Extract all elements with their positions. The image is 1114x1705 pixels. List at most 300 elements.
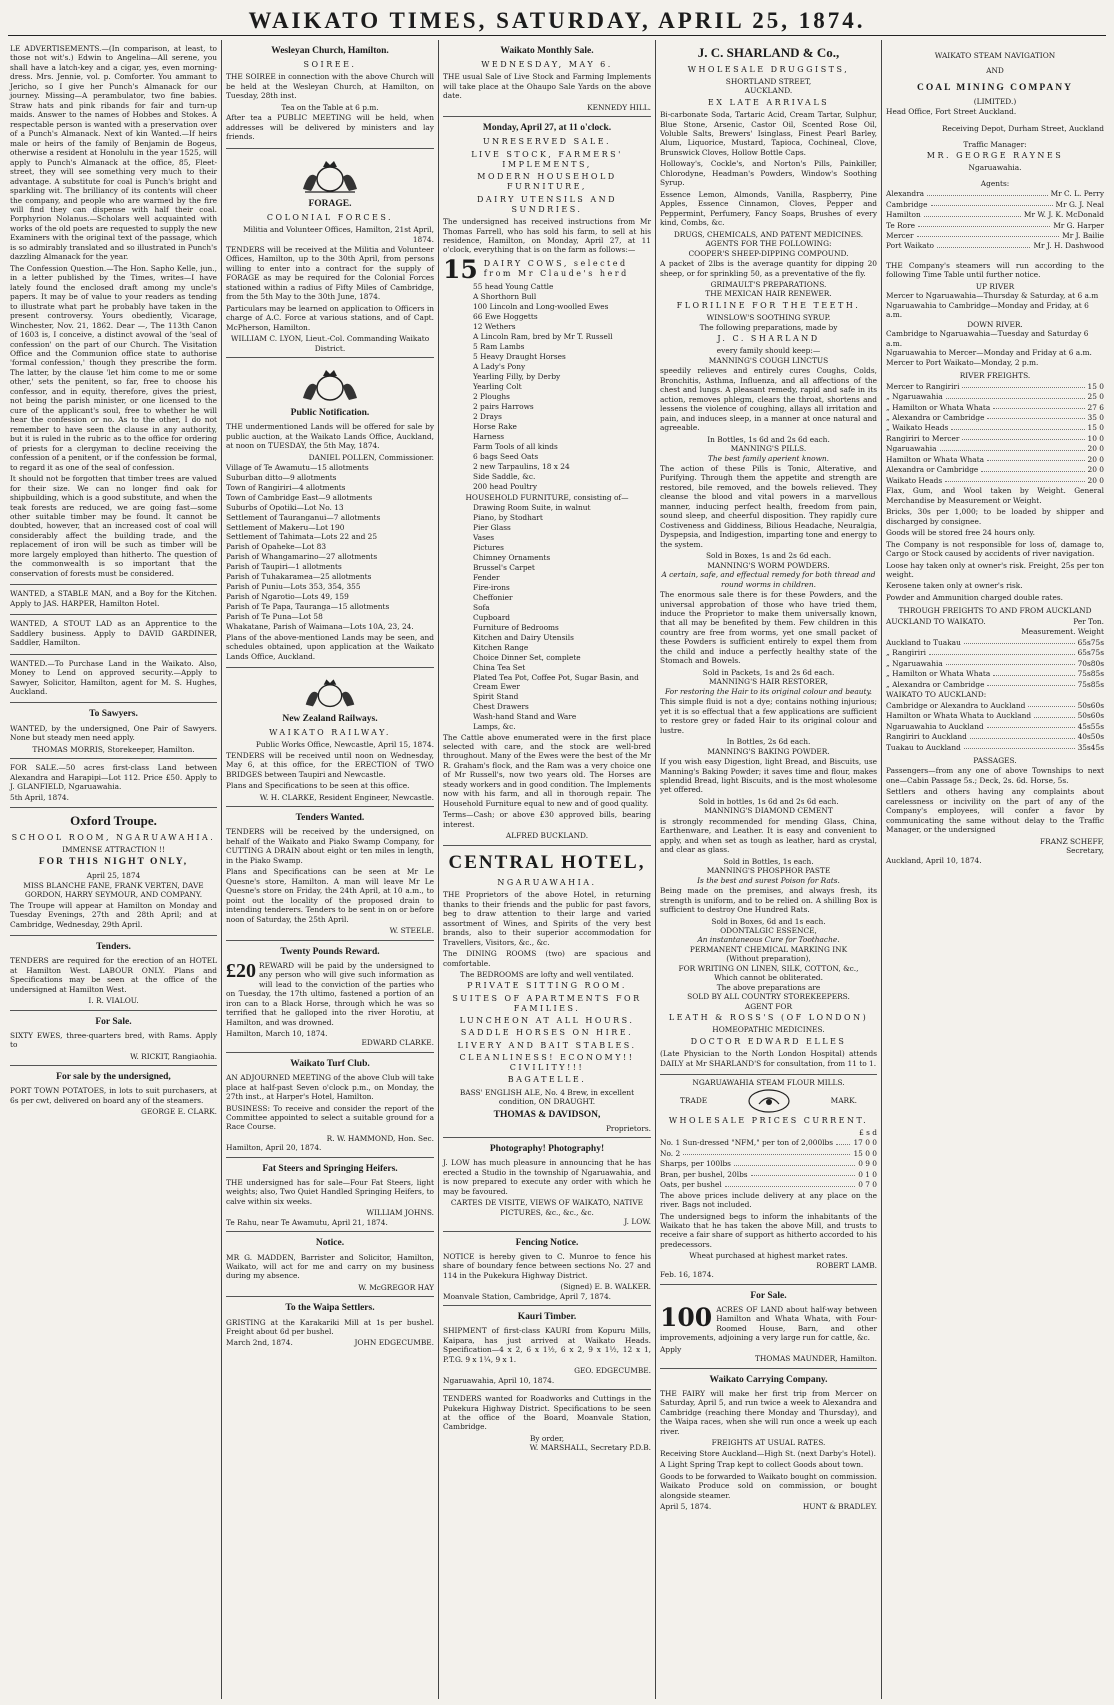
through-row-m: 70s xyxy=(1077,658,1091,668)
ad-subheading: LIVE STOCK, FARMERS' IMPLEMENTS, xyxy=(471,149,623,169)
land-item: Town of Cambridge East—9 allotments xyxy=(226,492,373,502)
freight-row-route: Waikato Heads xyxy=(886,475,943,485)
ad-text: MR G. MADDEN, Barrister and Solicitor, Hamilton, Waikato, will act for me and carry on my business during my absence. xyxy=(226,1252,434,1281)
furniture-item: Fire-irons xyxy=(473,583,510,592)
royal-crest-icon xyxy=(295,364,365,404)
ad-signature: THOMAS MORRIS, Storekeeper, Hamilton. xyxy=(32,744,195,754)
land-item: Parish of Taupiri—1 allotments xyxy=(226,562,342,572)
freight-row-rate: 25 0 xyxy=(1087,392,1104,402)
product-price: Sold in bottles, 1s 6d and 2s 6d each. xyxy=(698,796,839,806)
product-price: Sold in Bottles, 1s each. xyxy=(723,856,814,866)
through-row xyxy=(886,732,1104,741)
reward-amount: £20 xyxy=(226,959,256,982)
ad-signature: WILLIAM JOHNS. xyxy=(366,1208,434,1218)
ad-text: FOR SALE.—50 acres first-class Land between Alexandra and Harapipi—Lot 112. Price £50. Apply to J. GLANFIELD, Ngaruawahia. xyxy=(10,763,217,791)
ad-text: FREIGHTS AT USUAL RATES. xyxy=(711,1438,826,1448)
stock-item: 55 head Young Cattle xyxy=(473,282,554,292)
through-row-w: 60s xyxy=(1090,711,1104,721)
furniture-item: Cheffonier xyxy=(473,592,513,602)
cows-text: DAIRY COWS, selected from Mr Claude's herd xyxy=(483,259,629,279)
freights-heading: RIVER FREIGHTS. xyxy=(959,371,1031,381)
company-and: AND xyxy=(986,66,1004,76)
agent-row-name: Mr C. L. Perry xyxy=(1050,189,1104,199)
ad-text: THE undersigned has for sale—Four Fat Steers, light weights; also, Two Quiet Handled Springing Heifers, to calve within six weeks. xyxy=(226,1178,434,1206)
agent-row-name: Mr J. Bailie xyxy=(1062,231,1104,241)
ad-text: J. LOW has much pleasure in announcing that he has erected a Studio in the township of Ngaruawahia, and is now prepared to execute any order with which he may be favoured. xyxy=(443,1158,651,1196)
through-row-route: „ Ngaruawahia xyxy=(886,658,943,668)
schedule-line: Mercer to Ngaruawahia—Thursday & Saturday, at 6 a.m xyxy=(886,291,1099,301)
wanted-ad xyxy=(10,585,217,615)
through-row-m: 35s xyxy=(1077,742,1091,752)
agents-table xyxy=(886,189,1104,251)
product-title: MANNING'S COUGH LINCTUS xyxy=(708,355,829,365)
hotel-feature: SADDLE HORSES ON HIRE. xyxy=(460,1028,634,1038)
stock-list xyxy=(443,282,651,491)
furniture-heading: HOUSEHOLD FURNITURE, consisting of— xyxy=(465,493,629,503)
ad-heading: New Zealand Railways. xyxy=(282,714,378,725)
oxford-troupe-ad xyxy=(10,808,217,936)
stock-item: Side Saddle, &c. xyxy=(473,471,536,481)
agent-row-place: Cambridge xyxy=(886,199,928,209)
ad-text: Bi-carbonate Soda, Tartaric Acid, Cream Tartar, Sulphur, Blue Stone, Arsenic, Castor Oil, Scented Rose Oil, Voluble Salts, Brewers' Isinglass, Finest Pearl Barley, Alum, Liquorice, Mustard, Tapioca, Cochineal, Clove, Brunswick Cloves, Hollow Bottle Caps. xyxy=(660,110,877,157)
agent-row-place: Te Rore xyxy=(886,220,915,230)
prices-heading: WHOLESALE PRICES CURRENT. xyxy=(668,1115,869,1125)
land-item: Parish of Whangamarino—27 allotments xyxy=(226,552,378,562)
through-row-route: Ngaruawahia to Auckland xyxy=(886,721,984,731)
ad-subheading: J. C. SHARLAND xyxy=(717,334,820,344)
ad-text: The undersigned begs to inform the inhabitants of the Waikato that he has taken the above Mill, and trusts to receive a fair share of support as hitherto accorded to his predecessors. xyxy=(660,1211,877,1249)
ad-text: TENDERS wanted for Roadworks and Cuttings in the Pukekura Highway District. Specifications to be seen at the office of the Board, Moanvale Station, Cambridge. xyxy=(443,1394,651,1432)
furniture-item: Wash-hand Stand and Ware xyxy=(473,712,577,722)
mark-label: MARK. xyxy=(830,1095,857,1105)
ad-text: Loose hay taken only at owner's risk. Freight, 25s per ton weight. xyxy=(886,560,1104,580)
ad-heading: Waikato Monthly Sale. xyxy=(500,46,594,56)
through-row-m: 50s xyxy=(1077,711,1091,721)
punch-almanack-article xyxy=(10,40,217,585)
through-row xyxy=(886,638,1104,647)
ad-text: This simple fluid is not a dye; contains nothing injurious; yet it is so effectual that a few applications are sufficient to restore grey or faded Hair to its original colour and lustre. xyxy=(660,697,877,735)
tenders-ad xyxy=(10,936,217,1011)
furniture-item: Kitchen and Dairy Utensils xyxy=(473,632,574,642)
stock-item: 5 Heavy Draught Horses xyxy=(473,352,566,362)
land-item: Parish of Tuhakaramea—25 allotments xyxy=(226,572,372,582)
land-item: Village of Te Awamutu—15 allotments xyxy=(226,462,369,472)
ad-signature: R. W. HAMMOND, Hon. Sec. xyxy=(326,1133,434,1143)
potato-sale-ad xyxy=(10,1066,217,1121)
ad-subheading: FLORILINE FOR THE TEETH. xyxy=(676,300,861,310)
ad-subheading: DOCTOR EDWARD ELLES xyxy=(690,1036,847,1046)
cast: MISS BLANCHE FANE, FRANK VERTEN, DAVE GORDON, HARRY SEYMOUR, AND COMPANY. xyxy=(23,880,204,900)
furniture-item: Drawing Room Suite, in walnut xyxy=(473,503,591,513)
ad-subheading: MODERN HOUSEHOLD FURNITURE, xyxy=(477,172,617,192)
agents-label: Agents: xyxy=(980,178,1010,188)
through-freights-heading: THROUGH FREIGHTS TO AND FROM AUCKLAND xyxy=(898,606,1092,616)
down-river-heading: DOWN RIVER. xyxy=(967,319,1023,329)
freight-row xyxy=(886,382,1104,391)
ad-text: The above prices include delivery at any place on the river. Bags not included. xyxy=(660,1190,877,1210)
ad-text: Flax, Gum, and Wool taken by Weight. General Merchandise by Measurement or Weight. xyxy=(886,486,1104,505)
ad-text: THE SOIREE in connection with the above Church will be held at the Wesleyan Church, at Hamilton, on Tuesday, 28th inst. xyxy=(226,72,434,101)
ad-text: Wheat purchased at highest market rates. xyxy=(689,1251,848,1261)
furniture-item: Pier Glass xyxy=(473,523,511,533)
product-price: Sold in Boxes, 1s and 2s 6d each. xyxy=(705,551,832,561)
through-row-route: „ Rangiriri xyxy=(886,648,926,658)
ad-subheading: SOIREE. xyxy=(303,60,357,70)
freight-row xyxy=(886,423,1104,432)
through-row-m: 65s xyxy=(1077,637,1091,647)
ad-heading: To Sawyers. xyxy=(89,709,138,720)
freight-row-route: „ Hamilton or Whata Whata xyxy=(886,402,991,412)
lands-list xyxy=(226,463,434,632)
through-row xyxy=(886,722,1104,731)
price-row-item: Oats, per bushel xyxy=(660,1180,722,1190)
ad-text: THE FAIRY will make her first trip from Mercer on Saturday, April 5, and run twice a week to Alexandra and Cambridge (reaching there Monday and Thursday), and the Waipa races, when she will run once a week up each river. xyxy=(660,1388,877,1436)
ad-signature: JOHN EDGECUMBE. xyxy=(354,1338,434,1348)
ad-text: FOR WRITING ON LINEN, SILK, COTTON, &c., xyxy=(678,963,859,973)
ad-heading: For Sale. xyxy=(750,1290,787,1301)
photo-items: CARTES DE VISITE, VIEWS OF WAIKATO, NATIVE PICTURES, &c., &c., &c. xyxy=(450,1198,644,1217)
furniture-item: Chest Drawers xyxy=(473,702,529,712)
agent-row xyxy=(886,241,1104,250)
through-freights-table xyxy=(886,701,1104,752)
ad-signature-title: Secretary, xyxy=(1066,846,1104,856)
ad-text: Passengers—from any one of above Townships to next one—Cabin Passage 5s.; Deck, 2s. 6d. Horse, 5s. xyxy=(886,766,1104,785)
ad-text: Receiving Store Auckland—High St. (next Darby's Hotel). xyxy=(660,1448,876,1458)
through-row xyxy=(886,680,1104,689)
company-title: WAIKATO STEAM NAVIGATION xyxy=(934,51,1056,60)
head-office: Head Office, Fort Street Auckland. xyxy=(886,106,1017,116)
ad-subheading: DAIRY UTENSILS AND SUNDRIES. xyxy=(476,194,618,214)
photography-ad xyxy=(443,1138,651,1231)
ad-signature: GEO. EDGECUMBE. xyxy=(574,1366,651,1376)
down-river-schedule xyxy=(886,329,1104,367)
stock-item: 2 Ploughs xyxy=(473,392,510,402)
through-row xyxy=(886,669,1104,678)
ad-text: TENDERS will be received until noon on Wednesday, May 6, at this office, for the ERECTION of TWO BRIDGES between Taupiri and Newcastle. xyxy=(226,750,434,779)
ad-text: speedily relieves and entirely cures Coughs, Colds, Bronchitis, Asthma, Influenza, and all affections of the chest and lungs. A pleasant remedy, rapid and safe in its action, removes phlegm, clears the throat, shortens and lessens the violence of coughing, allays all irritation and pain, and induces sleep, in a manner at once natural and agreeable. xyxy=(660,366,877,433)
masthead-rule xyxy=(8,35,1106,36)
ad-heading: Oxford Troupe. xyxy=(70,812,157,828)
through-row-w: 45s xyxy=(1090,742,1104,752)
trade-mark-icon xyxy=(747,1088,791,1114)
ad-heading: Wesleyan Church, Hamilton. xyxy=(271,46,389,56)
manager-name: MR. GEORGE RAYNES xyxy=(926,150,1064,160)
measurement-header: Measurement. Weight xyxy=(1021,627,1104,637)
ad-date: Hamilton, March 10, 1874. xyxy=(226,1029,328,1039)
stock-item: A Lincoln Ram, bred by Mr T. Russell xyxy=(473,332,613,342)
ad-office: Public Works Office, Newcastle, April 15, 1874. xyxy=(255,740,434,750)
stock-item: 2 Drays xyxy=(473,412,502,422)
furniture-item: Kitchen Range xyxy=(473,642,529,652)
ad-subheading: THE MEXICAN HAIR RENEWER. xyxy=(705,289,832,299)
furniture-item: China Tea Set xyxy=(473,662,526,672)
ad-text: Particulars may be learned on application to Officers in charge of A.C. Force at various stations, and of Capt. McPherson, Hamilton. xyxy=(226,303,434,332)
ad-text: After tea a PUBLIC MEETING will be held, when addresses will be delivered by ministers and lay friends. xyxy=(226,113,434,142)
agent-row xyxy=(886,210,1104,219)
tenders-wanted-ad xyxy=(226,807,434,940)
freight-row-rate: 27 6 xyxy=(1087,402,1104,412)
furniture-item: Lamps, &c. xyxy=(473,722,516,732)
ad-signature: ROBERT LAMB. xyxy=(816,1260,877,1270)
ad-heading: Tenders. xyxy=(96,942,131,953)
hotel-feature: LUNCHEON AT ALL HOURS. xyxy=(459,1016,635,1026)
price-row xyxy=(660,1149,877,1158)
ad-text: The above preparations are xyxy=(716,982,821,992)
ad-date: Feb. 16, 1874. xyxy=(660,1270,714,1280)
fencing-notice-ad xyxy=(443,1232,651,1307)
ad-date: Ngaruawahia, April 10, 1874. xyxy=(443,1375,555,1385)
prices-table xyxy=(660,1138,877,1189)
ad-terms: Terms—Cash; or above £30 approved bills, bearing interest. xyxy=(443,810,651,829)
notice-ad xyxy=(226,1232,434,1297)
ad-text: THE undermentioned Lands will be offered for sale by public auction, at the Waikato Lands Office, Auckland, at noon on TUESDAY, the 5th May, 1874. xyxy=(226,422,434,451)
ad-subheading: EX LATE ARRIVALS xyxy=(707,97,830,107)
ad-signature: EDWARD CLARKE. xyxy=(361,1038,434,1048)
freight-row-rate: 20 0 xyxy=(1087,465,1104,475)
freight-row-route: „ Alexandra or Cambridge xyxy=(886,412,985,422)
product-tagline: (Without preparation), xyxy=(726,954,811,964)
ad-subheading: UNRESERVED SALE. xyxy=(482,137,612,147)
ad-text: The Company is not responsible for loss of, damage to, Cargo or Stock caused by accidents of river navigation. xyxy=(886,539,1104,559)
ad-text: AN ADJOURNED MEETING of the above Club will take place at half-past Seven o'clock p.m., on Monday, the 27th inst., at Harper's Hotel, Hamilton. xyxy=(226,1073,434,1102)
ad-text: BASS' ENGLISH ALE, No. 4 Brew, in excellent condition, ON DRAUGHT. xyxy=(459,1087,635,1107)
furniture-item: Vases xyxy=(473,533,495,543)
ad-subheading: COOPER'S SHEEP-DIPPING COMPOUND. xyxy=(688,248,849,258)
agent-row-name: Mr J. H. Dashwood xyxy=(1033,241,1104,251)
night-banner: FOR THIS NIGHT ONLY, xyxy=(38,857,189,868)
through-row xyxy=(886,659,1104,668)
furniture-item: Choice Dinner Set, complete xyxy=(473,652,581,662)
article-text: LE ADVERTISEMENTS.—(In comparison, at least, to those not wit's.) Edwin to Angelina—All serene, you shall have a latch-key and a cigar, yes, even morning-dress. Mrs. Jennie, vol. p. Comforter. You ammant to Jericho, so I give her Punch's Almanack for our journey. Missing—A perambulator, two fine babies. Straw hats and pink ribands for fair and turn-up maids. Answer to the names of Hobbes and Stokes. A respectable person is wanted with a preservation over of a Punch's Almanack. Next of kin Wanted.—If heirs male or heirs of the family of Benjamin de Bogeus, otherwise a resident at Honolulu in the year 1525, will apply to Punch's Almanack at the office, 85, Fleet-street, they will see something very much to their advantage. A substitute for coal is Punch's bright and sparkling wit. The brilliancy of its contents will cheer the company, and people who are warmed by the fire will find they can dispense with half their coal. Porphyrion Nolanus.—Scholars well acquainted with works of the old poets are requested to supply the new Examiners with the original text of the passage, which is so admirably translated and so illustrated in Punch's dazzling Almanack for the year. xyxy=(10,44,217,262)
price-row-item: Bran, per bushel, 20lbs xyxy=(660,1169,748,1179)
product-title: MANNING'S BAKING POWDER. xyxy=(707,746,830,756)
agent-row-name: Mr G. Harper xyxy=(1053,220,1104,230)
up-river-schedule xyxy=(886,291,1104,319)
furniture-item: Sofa xyxy=(473,602,490,612)
ad-text: Settlers and others having any complaints about carelessness or incivility on the part of any of the Company's employees, will confer a favor by communicating the same without delay to the Traffic Manager, or the undersigned xyxy=(886,787,1104,835)
through-row-w: 75s xyxy=(1090,637,1104,647)
product-price: Sold in Boxes, 6d and 1s each. xyxy=(711,916,826,926)
through-row-route: Auckland to Tuakau xyxy=(886,637,961,647)
ad-text: Plans of the above-mentioned Lands may be seen, and schedules obtained, upon application at the Waikato Lands Office, Auckland. xyxy=(226,632,434,661)
freight-row xyxy=(886,403,1104,412)
column-4 xyxy=(656,40,882,1699)
stock-item: 200 head Poultry xyxy=(473,481,538,491)
through-head-left: AUCKLAND TO WAIKATO. xyxy=(886,616,986,626)
stock-item: 12 Wethers xyxy=(473,322,516,332)
ad-signature: DANIEL POLLEN, Commissioner. xyxy=(308,452,434,462)
product-price: In Bottles, 1s 6d and 2s 6d each. xyxy=(707,434,830,444)
ad-text: WANTED, by the undersigned, One Pair of Sawyers. None but steady men need apply. xyxy=(10,723,217,743)
through-row-route: Rangiriri to Auckland xyxy=(886,732,967,742)
ad-by: By order, xyxy=(529,1433,565,1443)
wanted-text: WANTED, a STABLE MAN, and a Boy for the Kitchen. Apply to JAS. HARPER, Hamilton Hotel. xyxy=(10,589,217,608)
stock-item: 66 Ewe Hoggetts xyxy=(473,312,538,322)
ad-heading: Notice. xyxy=(315,1238,345,1249)
ad-signature: W. RICKIT, Rangiaohia. xyxy=(130,1051,217,1061)
land-item: Parish of Te Papa, Tauranga—15 allotments xyxy=(226,602,390,612)
ad-subheading: WINSLOW'S SOOTHING SYRUP. xyxy=(706,313,831,323)
wanted-ad xyxy=(10,655,217,704)
furniture-item: Brussel's Carpet xyxy=(473,563,535,573)
ad-text: A packet of 2lbs is the average quantity for dipping 20 sheep, or for sprinkling 50, as a preventative of the fly. xyxy=(660,259,877,278)
ad-date: Hamilton, April 20, 1874. xyxy=(226,1143,322,1153)
wanted-text: WANTED, A STOUT LAD as an Apprentice to the Saddlery business. Apply to DAVID GARDINER, Saddler, Hamilton. xyxy=(10,619,217,648)
price-row-price: 0 7 0 xyxy=(858,1180,877,1190)
ad-signature: W. H. CLARKE, Resident Engineer, Newcastle. xyxy=(259,792,434,802)
through-freights-table xyxy=(886,638,1104,689)
ad-signature: HUNT & BRADLEY. xyxy=(802,1502,877,1512)
ad-subheading: HOMEOPATHIC MEDICINES. xyxy=(712,1025,825,1035)
ad-text: TENDERS will be received by the undersigned, on behalf of the Waikato and Piako Swamp Company, for CUTTING A DRAIN about eight or ten miles in length, in the Piako Swamp. xyxy=(226,827,434,865)
land-item: Suburban ditto—9 allotments xyxy=(226,472,337,482)
freight-row-rate: 20 0 xyxy=(1087,444,1104,454)
ad-subheading: SOLD BY ALL COUNTRY STOREKEEPERS. xyxy=(687,992,850,1002)
ad-signature: W. McGREGOR HAY xyxy=(358,1282,434,1292)
ad-text: If you wish easy Digestion, light Bread, and Biscuits, use Manning's Baking Powder; it saves time and flour, makes splendid Bread, light Biscuits, and is the most wholesome yet offered. xyxy=(660,757,877,795)
ad-text: SIXTY EWES, three-quarters bred, with Rams. Apply to xyxy=(10,1030,217,1050)
ad-heading: Waikato Carrying Company. xyxy=(709,1374,828,1385)
ad-signature: WILLIAM C. LYON, Lieut.-Col. Commanding Waikato District. xyxy=(230,334,430,353)
ad-signature: GEORGE E. CLARK. xyxy=(141,1107,217,1117)
ad-signature: KENNEDY HILL. xyxy=(587,102,651,112)
ad-signature: THOMAS MAUNDER, Hamilton. xyxy=(754,1354,877,1364)
freight-row xyxy=(886,444,1104,453)
ad-signature: THOMAS & DAVIDSON, xyxy=(493,1109,601,1120)
wanted-ad xyxy=(10,615,217,654)
ad-text: THE Proprietors of the above Hotel, in returning thanks to their friends and the public for past favors, beg to draw attention to their large and varied assortment of Wines, and Spirits of the very best brands, also to their superior accommodation for Travellers, Visitors, &c., &c. xyxy=(443,890,651,947)
ad-text: Being made on the premises, and always fresh, its strength is uniform, and to be relied on. A shilling Box is sufficient to destroy One Hundred Rats. xyxy=(660,886,877,915)
through-row xyxy=(886,743,1104,752)
ad-date: Moanvale Station, Cambridge, April 7, 1874. xyxy=(443,1291,611,1301)
hotel-feature: LIVERY AND BAIT STABLES. xyxy=(457,1040,637,1050)
ad-signature: (Signed) E. B. WALKER. xyxy=(560,1282,651,1292)
freight-row-route: Hamilton or Whata Whata xyxy=(886,454,985,464)
passages-heading: PASSAGES. xyxy=(973,755,1017,765)
kauri-timber-ad xyxy=(443,1306,651,1390)
ewes-sale-ad xyxy=(10,1011,217,1067)
price-row-item: No. 2 xyxy=(660,1148,681,1158)
ad-text: every family should keep:— xyxy=(716,346,821,356)
freight-row-route: Rangiriri to Mercer xyxy=(886,433,960,443)
ad-heading: NGARUAWAHIA STEAM FLOUR MILLS. xyxy=(692,1078,845,1088)
furniture-item: Piano, by Stodhart xyxy=(473,513,543,523)
product-title: MANNING'S HAIR RESTORER, xyxy=(708,677,829,687)
steam-navigation-ad xyxy=(886,40,1104,869)
forage-ad xyxy=(226,149,434,358)
through-row-m: 65s xyxy=(1077,648,1091,658)
ad-signature: W. MARSHALL, Secretary P.D.B. xyxy=(529,1443,651,1453)
ad-text: Goods to be forwarded to Waikato bought on commission. Waikato Produce sold on commission, or bought alongside steamer. xyxy=(660,1471,877,1500)
freight-row-route: Alexandra or Cambridge xyxy=(886,465,979,475)
manager-label: Traffic Manager: xyxy=(963,139,1027,149)
stock-item: Yearling Colt xyxy=(473,382,522,392)
furniture-item: Plated Tea Pot, Coffee Pot, Sugar Basin, and Cream Ewer xyxy=(473,672,639,692)
through-row-w: 85s xyxy=(1090,679,1104,689)
reward-ad xyxy=(226,941,434,1053)
stock-item: Horse Rake xyxy=(473,422,517,431)
wanted-text: WANTED.—To Purchase Land in the Waikato. Also, Money to Lend on approved security.—Apply to Sawyer, Solicitor, Hamilton, agent for M. S. Hughes, Auckland. xyxy=(10,658,217,696)
ad-heading: Fat Steers and Springing Heifers. xyxy=(262,1163,398,1174)
freight-row-rate: 15 0 xyxy=(1087,381,1104,391)
up-river-heading: UP RIVER xyxy=(975,281,1015,291)
carrying-company-ad xyxy=(660,1369,877,1517)
attraction: IMMENSE ATTRACTION !! xyxy=(62,844,165,854)
freight-row-route: „ Ngaruawahia xyxy=(886,392,943,402)
price-row-item: Sharps, per 100lbs xyxy=(660,1159,731,1169)
price-row-price: 17 0 0 xyxy=(853,1138,877,1148)
ad-subheading: WHOLESALE DRUGGISTS, xyxy=(687,64,850,74)
ad-date: April 5, 1874. xyxy=(660,1502,712,1512)
ad-text: The Troupe will appear at Hamilton on Monday and Tuesday Evenings, 27th and 28th April; and at Cambridge, Wednesday, 29th April. xyxy=(10,900,217,929)
schedule-line: Ngaruawahia to Cambridge—Monday and Friday, at 6 a.m. xyxy=(886,300,1089,320)
land-item: Settlement of Tauranganui—7 allotments xyxy=(226,512,381,522)
agent-row xyxy=(886,221,1104,230)
ad-subheading: LEATH & ROSS'S (OF LONDON) xyxy=(668,1013,869,1023)
through-row-w: 50s xyxy=(1090,732,1104,742)
through-row-m: 75s xyxy=(1077,679,1091,689)
furniture-item: Furniture of Bedrooms xyxy=(473,622,559,632)
land-item: Town of Rangiriri—4 allotments xyxy=(226,482,346,492)
royal-crest-icon xyxy=(295,674,365,710)
product-tagline: A certain, safe, and effectual remedy for both thread and round worms in children. xyxy=(661,570,876,589)
ad-signature: ALFRED BUCKLAND. xyxy=(505,831,589,841)
acres-count: 100 xyxy=(660,1302,713,1332)
through-row xyxy=(886,648,1104,657)
freight-row xyxy=(886,434,1104,443)
ad-city: AUCKLAND. xyxy=(744,86,793,96)
land-item: Parish of Puniu—Lots 353, 354, 355 xyxy=(226,582,361,592)
land-item: Suburbs of Opotiki—Lot No. 13 xyxy=(226,502,344,512)
furniture-item: Pictures xyxy=(473,543,504,553)
land-item: Settlement of Tahimata—Lots 22 and 25 xyxy=(226,532,378,542)
ad-date: March 2nd, 1874. xyxy=(226,1338,293,1348)
freight-row-route: Mercer to Rangiriri xyxy=(886,381,960,391)
ad-heading: To the Waipa Settlers. xyxy=(285,1303,375,1314)
waipa-settlers-ad xyxy=(226,1297,434,1353)
product-tagline: The best family aperient known. xyxy=(707,453,829,463)
product-tagline: An instantaneous Cure for Toothache. xyxy=(697,935,840,945)
ad-text: Goods will be stored free 24 hours only. xyxy=(886,528,1035,538)
hotel-feature: BAGATELLE. xyxy=(507,1075,587,1085)
ad-text: Essence Lemon, Almonds, Vanilla, Raspberry, Pine Apples, Essence Cinnamon, Cloves, Pepper and Peppermint, Perfumery, Fancy Soaps, Brushes of every kind, Combs, &c. xyxy=(660,189,877,228)
ad-text: PORT TOWN POTATOES, in lots to suit purchasers, at 6s per cwt, delivered on board any of the steamers. xyxy=(10,1086,217,1105)
ad-signature: W. STEELE. xyxy=(389,926,434,936)
agent-row xyxy=(886,200,1104,209)
hotel-feature: CLEANLINESS! ECONOMY!! CIVILITY!!! xyxy=(459,1052,635,1073)
ad-signature: FRANZ SCHEFF, xyxy=(1040,836,1104,846)
ad-text: The enormous sale there is for these Powders, and the universal approbation of those who have tried them, induce the Proprietor to make them universally known, that all may be benefited by them. Few children in this country are free from worms, yet one small packet of these Powders is sufficient entirely to expel them from the child and induce a perfectly healthy state of the Stomach and Bowels. xyxy=(660,590,877,666)
monthly-sale-ad xyxy=(443,40,651,117)
receiving-depot: Receiving Depot, Durham Street, Auckland xyxy=(941,124,1104,134)
product-tagline: For restoring the Hair to its original colour and beauty. xyxy=(664,686,873,696)
stock-item: Farm Tools of all kinds xyxy=(473,441,558,451)
stock-item: 100 Lincoln and Long-woolled Ewes xyxy=(473,302,609,312)
ad-text: THE Company's steamers will run according to the following Time Table until further notice. xyxy=(886,260,1104,280)
freight-row-route: Ngaruawahia xyxy=(886,444,937,454)
trade-label: TRADE xyxy=(680,1095,708,1105)
stock-item: 6 bags Seed Oats xyxy=(473,451,539,461)
through-head-right: Per Ton. xyxy=(1073,616,1104,626)
schedule-line: Ngaruawahia to Mercer—Monday and Friday at 6 a.m. xyxy=(886,348,1092,358)
stock-item: A Lady's Pony xyxy=(473,362,526,372)
ad-text: Kerosene taken only at owner's risk. xyxy=(886,581,1023,591)
ad-heading: Twenty Pounds Reward. xyxy=(280,946,380,957)
through-row-route: Tuakau to Auckland xyxy=(886,742,961,752)
through-row-m: 75s xyxy=(1077,669,1091,679)
stock-item: 2 pairs Harrows xyxy=(473,402,534,412)
ad-heading: For sale by the undersigned, xyxy=(56,1072,171,1083)
